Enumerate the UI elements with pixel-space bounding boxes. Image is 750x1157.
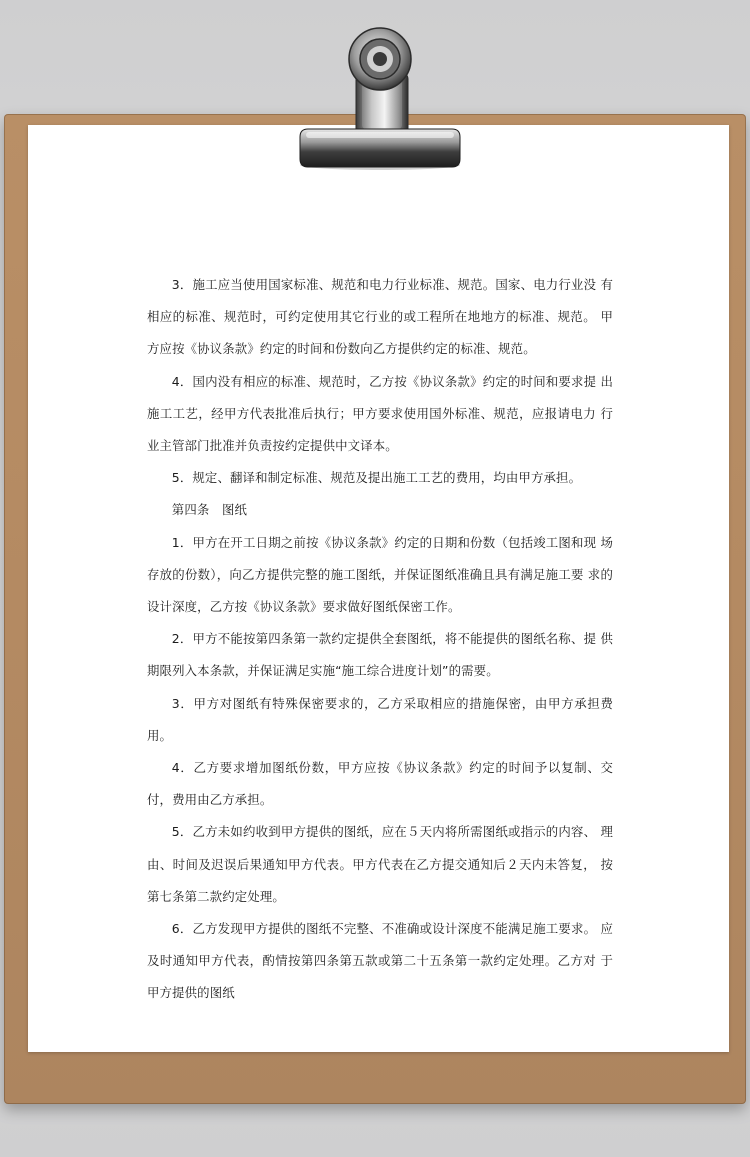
binder-clip-icon: [296, 25, 464, 171]
paragraph-drawings-6: 6．乙方发现甲方提供的图纸不完整、不准确或设计深度不能满足施工要求。 应及时通知甲方代表，酌情按第四条第五款或第二十五条第一款约定处理。乙方对 于甲方提供的图纸: [147, 921, 613, 1001]
paragraph-drawings-1: 1．甲方在开工日期之前按《协议条款》约定的日期和份数（包括竣工图和现 场存放的份数），向乙方提供完整的施工图纸，并保证图纸准确且具有满足施工要 求的设计深度，乙方按《协议条款》要求做好图纸保密工作。: [147, 534, 613, 615]
paragraph-drawings-4: 4．乙方要求增加图纸份数，甲方应按《协议条款》约定的时间予以复制、交 付，费用由乙方承担。: [147, 760, 613, 808]
section-heading-drawings: 第四条 图纸: [171, 502, 248, 518]
paragraph-3-standards: 3．施工应当使用国家标准、规范和电力行业标准、规范。国家、电力行业没 有相应的标准、规范时，可约定使用其它行业的或工程所在地地方的标准、规范。 甲方应按《协议条款》约定的时间和份数向乙方提供约定的标准、规范。: [147, 277, 613, 357]
paragraph-drawings-3: 3．甲方对图纸有特殊保密要求的，乙方采取相应的措施保密，由甲方承担费 用。: [147, 695, 613, 743]
paragraph-drawings-5: 5．乙方未如约收到甲方提供的图纸，应在５天内将所需图纸或指示的内容、 理由、时间及迟误后果通知甲方代表。甲方代表在乙方提交通知后２天内未答复， 按第七条第二款约定处理。: [147, 824, 613, 904]
paragraph-4-domestic-standards: 4．国内没有相应的标准、规范时，乙方按《协议条款》约定的时间和要求提 出施工工艺，经甲方代表批准后执行；甲方要求使用国外标准、规范，应报请电力 行业主管部门批准并负责按约定提供中文译本。: [147, 373, 613, 454]
document-body: [147, 269, 613, 1010]
paragraph-5-costs: 5．规定、翻译和制定标准、规范及提出施工工艺的费用，均由甲方承担。: [171, 470, 582, 486]
paragraph-drawings-2: 2．甲方不能按第四条第一款约定提供全套图纸，将不能提供的图纸名称、提 供期限列入本条款，并保证满足实施“施工综合进度计划”的需要。: [147, 631, 613, 679]
